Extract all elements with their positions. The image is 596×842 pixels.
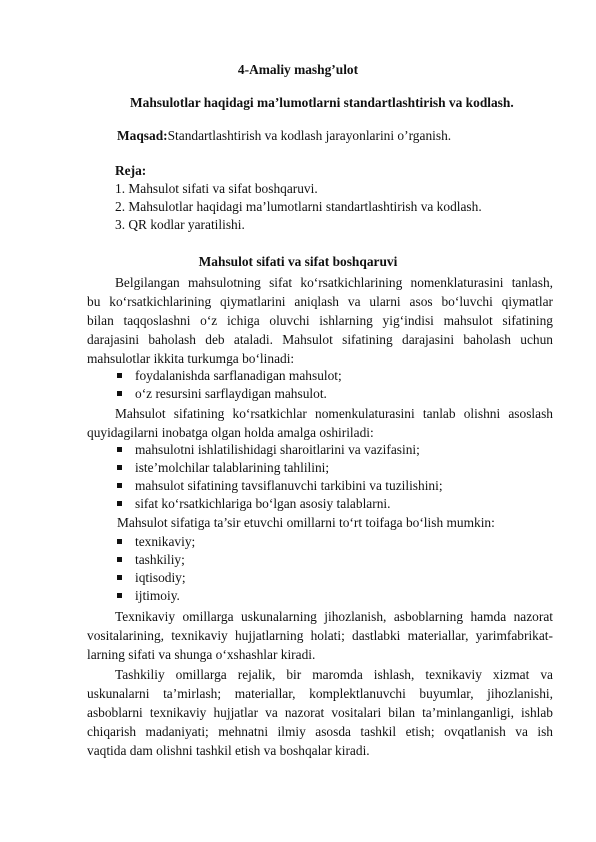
- maqsad-label: Maqsad:: [117, 128, 168, 143]
- reja-label: Reja:: [115, 163, 147, 178]
- list-item: mahsulotni ishlatilishidagi sharoitlarini va vazifasini;: [117, 442, 420, 458]
- paragraph-line: asboblarni texnikaviy hujjatlar va nazorat vositalari bilan ta’minlanganligi, ishlab: [87, 705, 553, 720]
- bullet-icon: [117, 539, 122, 544]
- page-title: 4-Amaliy mashg’ulot: [237, 62, 359, 77]
- list-item: tashkiliy;: [117, 552, 185, 568]
- list-item: iste’molchilar talablarining tahlilini;: [117, 460, 329, 476]
- paragraph-line: chiqarish madaniyati; mehnatni ilmiy asosda tashkil etish; ovqatlanish va ish: [87, 724, 553, 739]
- list-item: foydalanishda sarflanadigan mahsulot;: [117, 368, 342, 384]
- list-item: texnikaviy;: [117, 534, 195, 550]
- paragraph-line: larning sifati va shunga o‘xshashlar kiradi.: [87, 647, 316, 662]
- paragraph-line: bilan taqqoslashni o‘z ichiga oluvchi ishlarning yig‘indisi mahsulot sifatining: [87, 313, 553, 328]
- paragraph-line: vaqtida dam olishni tashkil etish va boshqalar kiradi.: [87, 743, 370, 758]
- paragraph-line: Belgilangan mahsulotning sifat ko‘rsatkichlarining nomenklaturasini tanlash,: [115, 275, 553, 290]
- bullet-icon: [117, 593, 122, 598]
- paragraph-line: darajasini baholash deb ataladi. Mahsulot sifatining darajasini baholash uchun: [87, 332, 553, 347]
- paragraph-line: Mahsulot sifatining ko‘rsatkichlar nomenkulaturasini tanlab olishni asoslash: [115, 406, 553, 421]
- list-item: mahsulot sifatining tavsiflanuvchi tarkibini va tuzilishini;: [117, 478, 443, 494]
- bullet-icon: [117, 575, 122, 580]
- maqsad-text: Standartlashtirish va kodlash jarayonlarini o’rganish.: [167, 128, 452, 143]
- bullet-icon: [117, 465, 122, 470]
- paragraph-line: Texnikaviy omillarga uskunalarning jihozlanish, asboblarning hamda nazorat: [115, 609, 553, 624]
- list-item: sifat ko‘rsatkichlariga bo‘lgan asosiy talablarni.: [117, 496, 390, 512]
- bullet-icon: [117, 447, 122, 452]
- bullet-icon: [117, 391, 122, 396]
- paragraph-line: mahsulotlar ikkita turkumga bo‘linadi:: [87, 351, 295, 366]
- paragraph-line: Tashkiliy omillarga rejalik, bir maromda ishlash, texnikaviy xizmat va: [115, 667, 553, 682]
- reja-item: 1. Mahsulot sifati va sifat boshqaruvi.: [115, 181, 318, 196]
- paragraph-line: vositalarining, texnikaviy hujjatlarning holati; dastlabki materiallar, yarimfabrikat-: [87, 628, 553, 643]
- paragraph-line: Mahsulot sifatiga ta’sir etuvchi omillarni to‘rt toifaga bo‘lish mumkin:: [117, 515, 495, 530]
- list-item: o‘z resursini sarflaydigan mahsulot.: [117, 386, 327, 402]
- bullet-icon: [117, 373, 122, 378]
- paragraph-line: quyidagilarni inobatga olgan holda amalga oshiriladi:: [87, 425, 374, 440]
- paragraph-line: uskunalarni ta’mirlash; materiallar, komplektlanuvchi buyumlar, jihozlanishi,: [87, 686, 553, 701]
- list-item: iqtisodiy;: [117, 570, 186, 586]
- section-heading: Mahsulot sifati va sifat boshqaruvi: [198, 254, 398, 269]
- reja-item: 2. Mahsulotlar haqidagi ma’lumotlarni standartlashtirish va kodlash.: [115, 199, 482, 214]
- bullet-icon: [117, 483, 122, 488]
- bullet-icon: [117, 557, 122, 562]
- bullet-icon: [117, 501, 122, 506]
- maqsad-line: [117, 128, 451, 144]
- paragraph-line: bu ko‘rsatkichlarining qiymatlarini aniqlash va ularni asos bo‘luvchi qiymatlar: [87, 294, 553, 309]
- reja-item: 3. QR kodlar yaratilishi.: [115, 217, 245, 232]
- list-item: ijtimoiy.: [117, 588, 180, 604]
- page-subtitle: Mahsulotlar haqidagi ma’lumotlarni standartlashtirish va kodlash.: [130, 95, 514, 110]
